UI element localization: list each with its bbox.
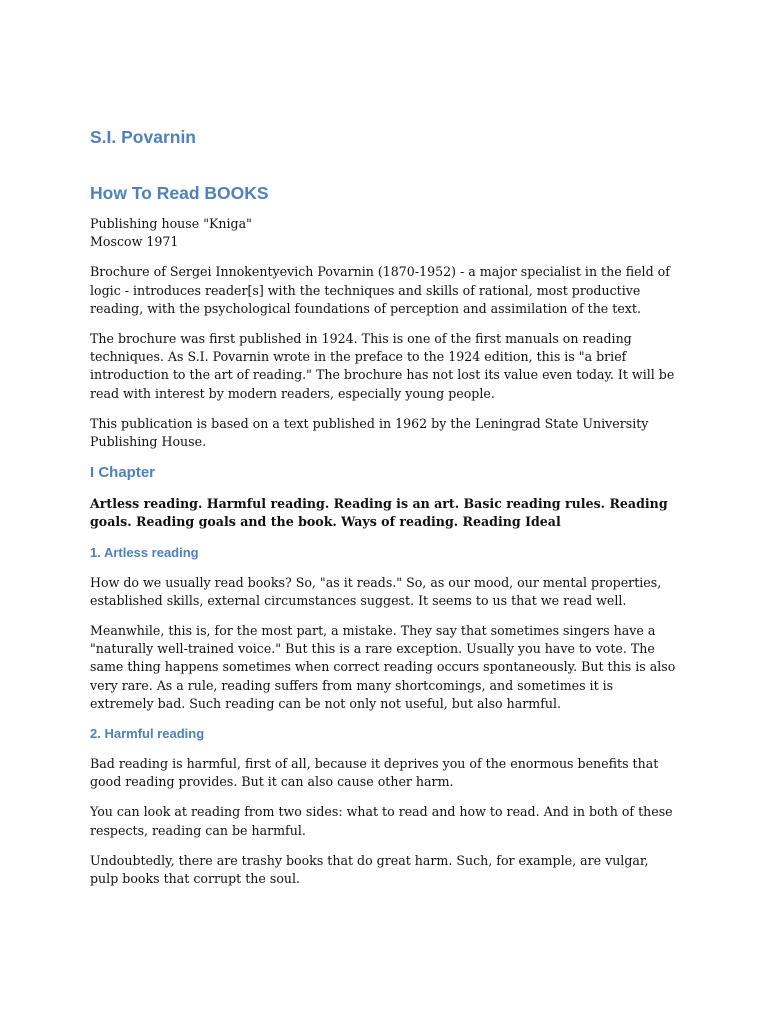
- section-paragraph: Meanwhile, this is, for the most part, a mistake. They say that sometimes singers have a "naturally well-trained voice." But this is a rare exception. Usually you have to vote. The same thing happens sometimes when correct reading occurs spontaneously. But this is also very rare. As a rule, reading suffers from many shortcomings, and sometimes it is extremely bad. Such reading can be not only not useful, but also harmful.: [90, 623, 676, 711]
- book-title: How To Read BOOKS: [90, 183, 269, 203]
- intro-paragraph: The brochure was first published in 1924. This is one of the first manuals on reading techniques. As S.I. Povarnin wrote in the preface to the 1924 edition, this is "a brief introduction to the art of reading." The brochure has not lost its value even today. It will be read with interest by modern readers, especially young people.: [90, 331, 675, 401]
- publisher-place-year: Moscow 1971: [90, 234, 179, 250]
- publisher-info: [90, 215, 680, 251]
- chapter-summary: Artless reading. Harmful reading. Reading is an art. Basic reading rules. Reading goals. Reading goals and the book. Ways of reading. Reading Ideal: [90, 496, 668, 530]
- intro-paragraph: Brochure of Sergei Innokentyevich Povarnin (1870-1952) - a major specialist in the field of logic - introduces reader[s] with the techniques and skills of rational, most productive reading, with the psychological foundations of perception and assimilation of the text.: [90, 264, 670, 316]
- intro-paragraph: This publication is based on a text published in 1962 by the Leningrad State University Publishing House.: [90, 415, 649, 450]
- section-paragraph: Undoubtedly, there are trashy books that do great harm. Such, for example, are vulgar, pulp books that corrupt the soul.: [90, 852, 649, 887]
- section-paragraph: How do we usually read books? So, "as it reads." So, as our mood, our mental properties, established skills, external circumstances suggest. It seems to us that we read well.: [90, 574, 662, 608]
- section-paragraph: Bad reading is harmful, first of all, because it deprives you of the enormous benefits that good reading provides. But it can also cause other harm.: [90, 756, 659, 790]
- section-heading: 1. Artless reading: [90, 544, 199, 560]
- section-paragraph: You can look at reading from two sides: what to read and how to read. And in both of these respects, reading can be harmful.: [90, 804, 673, 838]
- publisher-name: Publishing house "Kniga": [90, 216, 252, 231]
- document-page: [90, 126, 680, 888]
- chapter-heading: I Chapter: [90, 464, 156, 482]
- section-heading: 2. Harmful reading: [90, 726, 205, 742]
- author-heading: S.I. Povarnin: [90, 127, 196, 147]
